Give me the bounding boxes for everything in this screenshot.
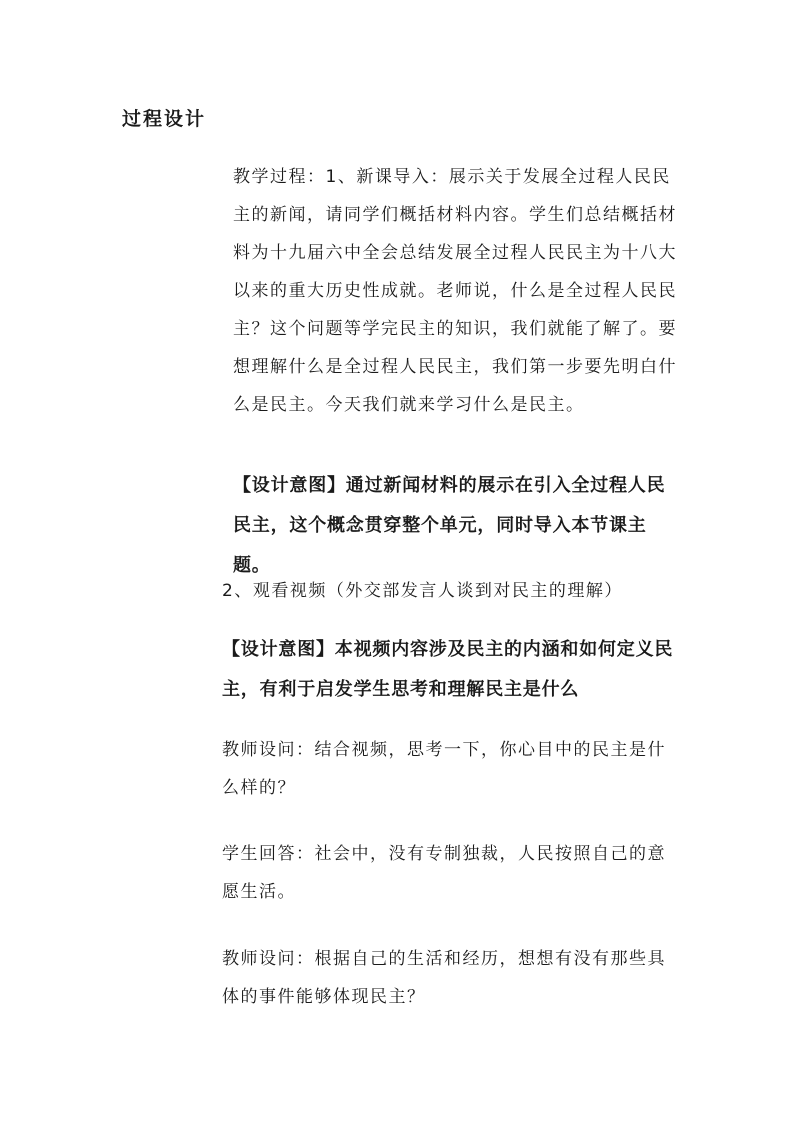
design-intent-paragraph-2: 【设计意图】本视频内容涉及民主的内涵和如何定义民主，有利于启发学生思考和理解民主是什么 <box>222 639 674 700</box>
video-step-paragraph: 2、观看视频（外交部发言人谈到对民主的理解） <box>222 581 623 601</box>
teacher-question-1: 教师设问：结合视频，思考一下，你心目中的民主是什么样的？ <box>222 740 666 798</box>
section-heading: 过程设计 <box>122 108 207 130</box>
intro-paragraph: 教学过程：1、新课导入：展示关于发展全过程人民民主的新闻，请同学们概括材料内容。学生们总结概括材料为十九届六中全会总结发展全过程人民民主为十八大以来的重大历史性成就。老师说，什么是全过程人民民主？这个问题等学完民主的知识，我们就能了解了。要想理解什么是全过程人民民主，我们第一步要先明白什么是民主。今天我们就来学习什么是民主。 <box>233 167 677 415</box>
student-answer-1: 学生回答：社会中，没有专制独裁，人民按照自己的意愿生活。 <box>222 844 666 902</box>
design-intent-paragraph-1: 【设计意图】通过新闻材料的展示在引入全过程人民民主，这个概念贯穿整个单元，同时导入本节课主题。 <box>233 475 666 576</box>
teacher-question-2: 教师设问：根据自己的生活和经历，想想有没有那些具体的事件能够体现民主？ <box>222 949 666 1007</box>
